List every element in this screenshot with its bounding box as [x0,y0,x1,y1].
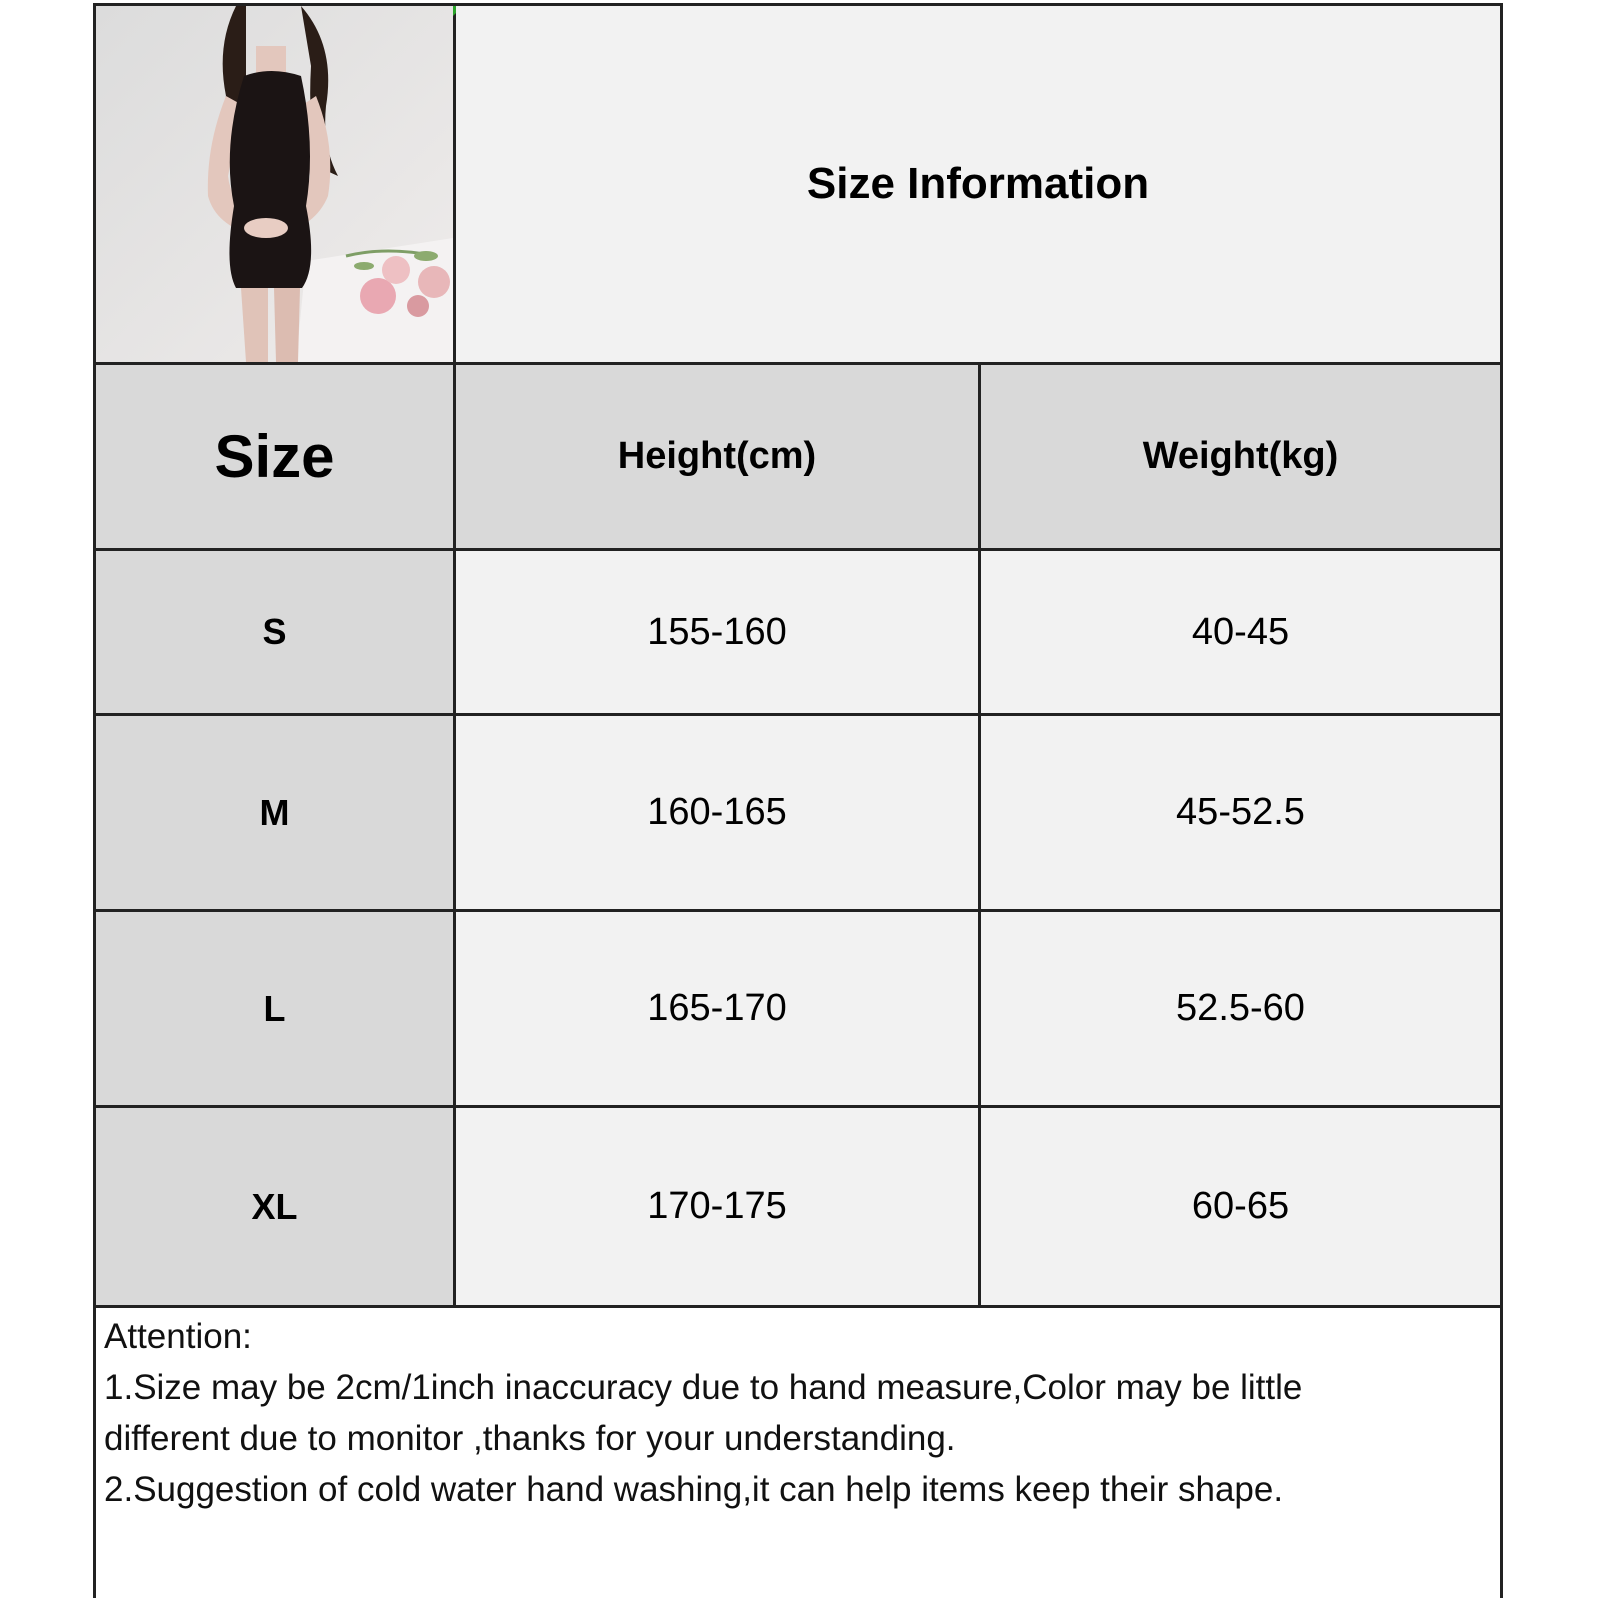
height-cell [456,1108,978,1305]
height-value: 160-165 [647,791,787,833]
size-value: S [262,611,287,652]
height-value: 155-160 [647,610,787,653]
column-header-row [96,365,1500,548]
attention-notes [96,1308,1500,1601]
notes-line: 2.Suggestion of cold water hand washing,it can help items keep their shape. [104,1470,1284,1509]
table-row [96,1108,1500,1305]
weight-cell [981,1108,1500,1305]
header-row [96,6,1500,362]
weight-cell [981,716,1500,909]
size-value: M [259,791,290,833]
height-cell [456,551,978,713]
column-header-size-label: Size [214,423,335,490]
model-photo-illustration [96,6,453,362]
weight-cell [981,551,1500,713]
table-row [96,912,1500,1105]
weight-value: 40-45 [1191,610,1290,653]
page-title: Size Information [806,159,1150,208]
size-cell [96,716,453,909]
height-cell [456,912,978,1105]
size-cell [96,912,453,1105]
column-header-height-label: Height(cm) [617,435,817,477]
title-cell [456,6,1500,362]
weight-value: 45-52.5 [1176,791,1305,833]
size-value: L [263,987,286,1029]
column-header-weight-label: Weight(kg) [1142,435,1339,477]
notes-line: different due to monitor ,thanks for your understanding. [104,1419,956,1458]
notes-line: 1.Size may be 2cm/1inch inaccuracy due to hand measure,Color may be little [104,1368,1303,1407]
weight-value: 52.5-60 [1176,987,1305,1029]
height-cell [456,716,978,909]
weight-value: 60-65 [1191,1185,1290,1227]
height-value: 165-170 [647,987,787,1029]
product-photo [96,6,453,362]
size-chart-sheet [93,3,1503,1598]
height-value: 170-175 [647,1185,787,1227]
table-row [96,551,1500,713]
size-cell [96,551,453,713]
column-header-weight [981,365,1500,548]
column-header-height [456,365,978,548]
weight-cell [981,912,1500,1105]
notes-heading: Attention: [104,1317,252,1356]
table-row [96,716,1500,909]
column-header-size [96,365,453,548]
size-cell [96,1108,453,1305]
size-value: XL [251,1185,298,1227]
